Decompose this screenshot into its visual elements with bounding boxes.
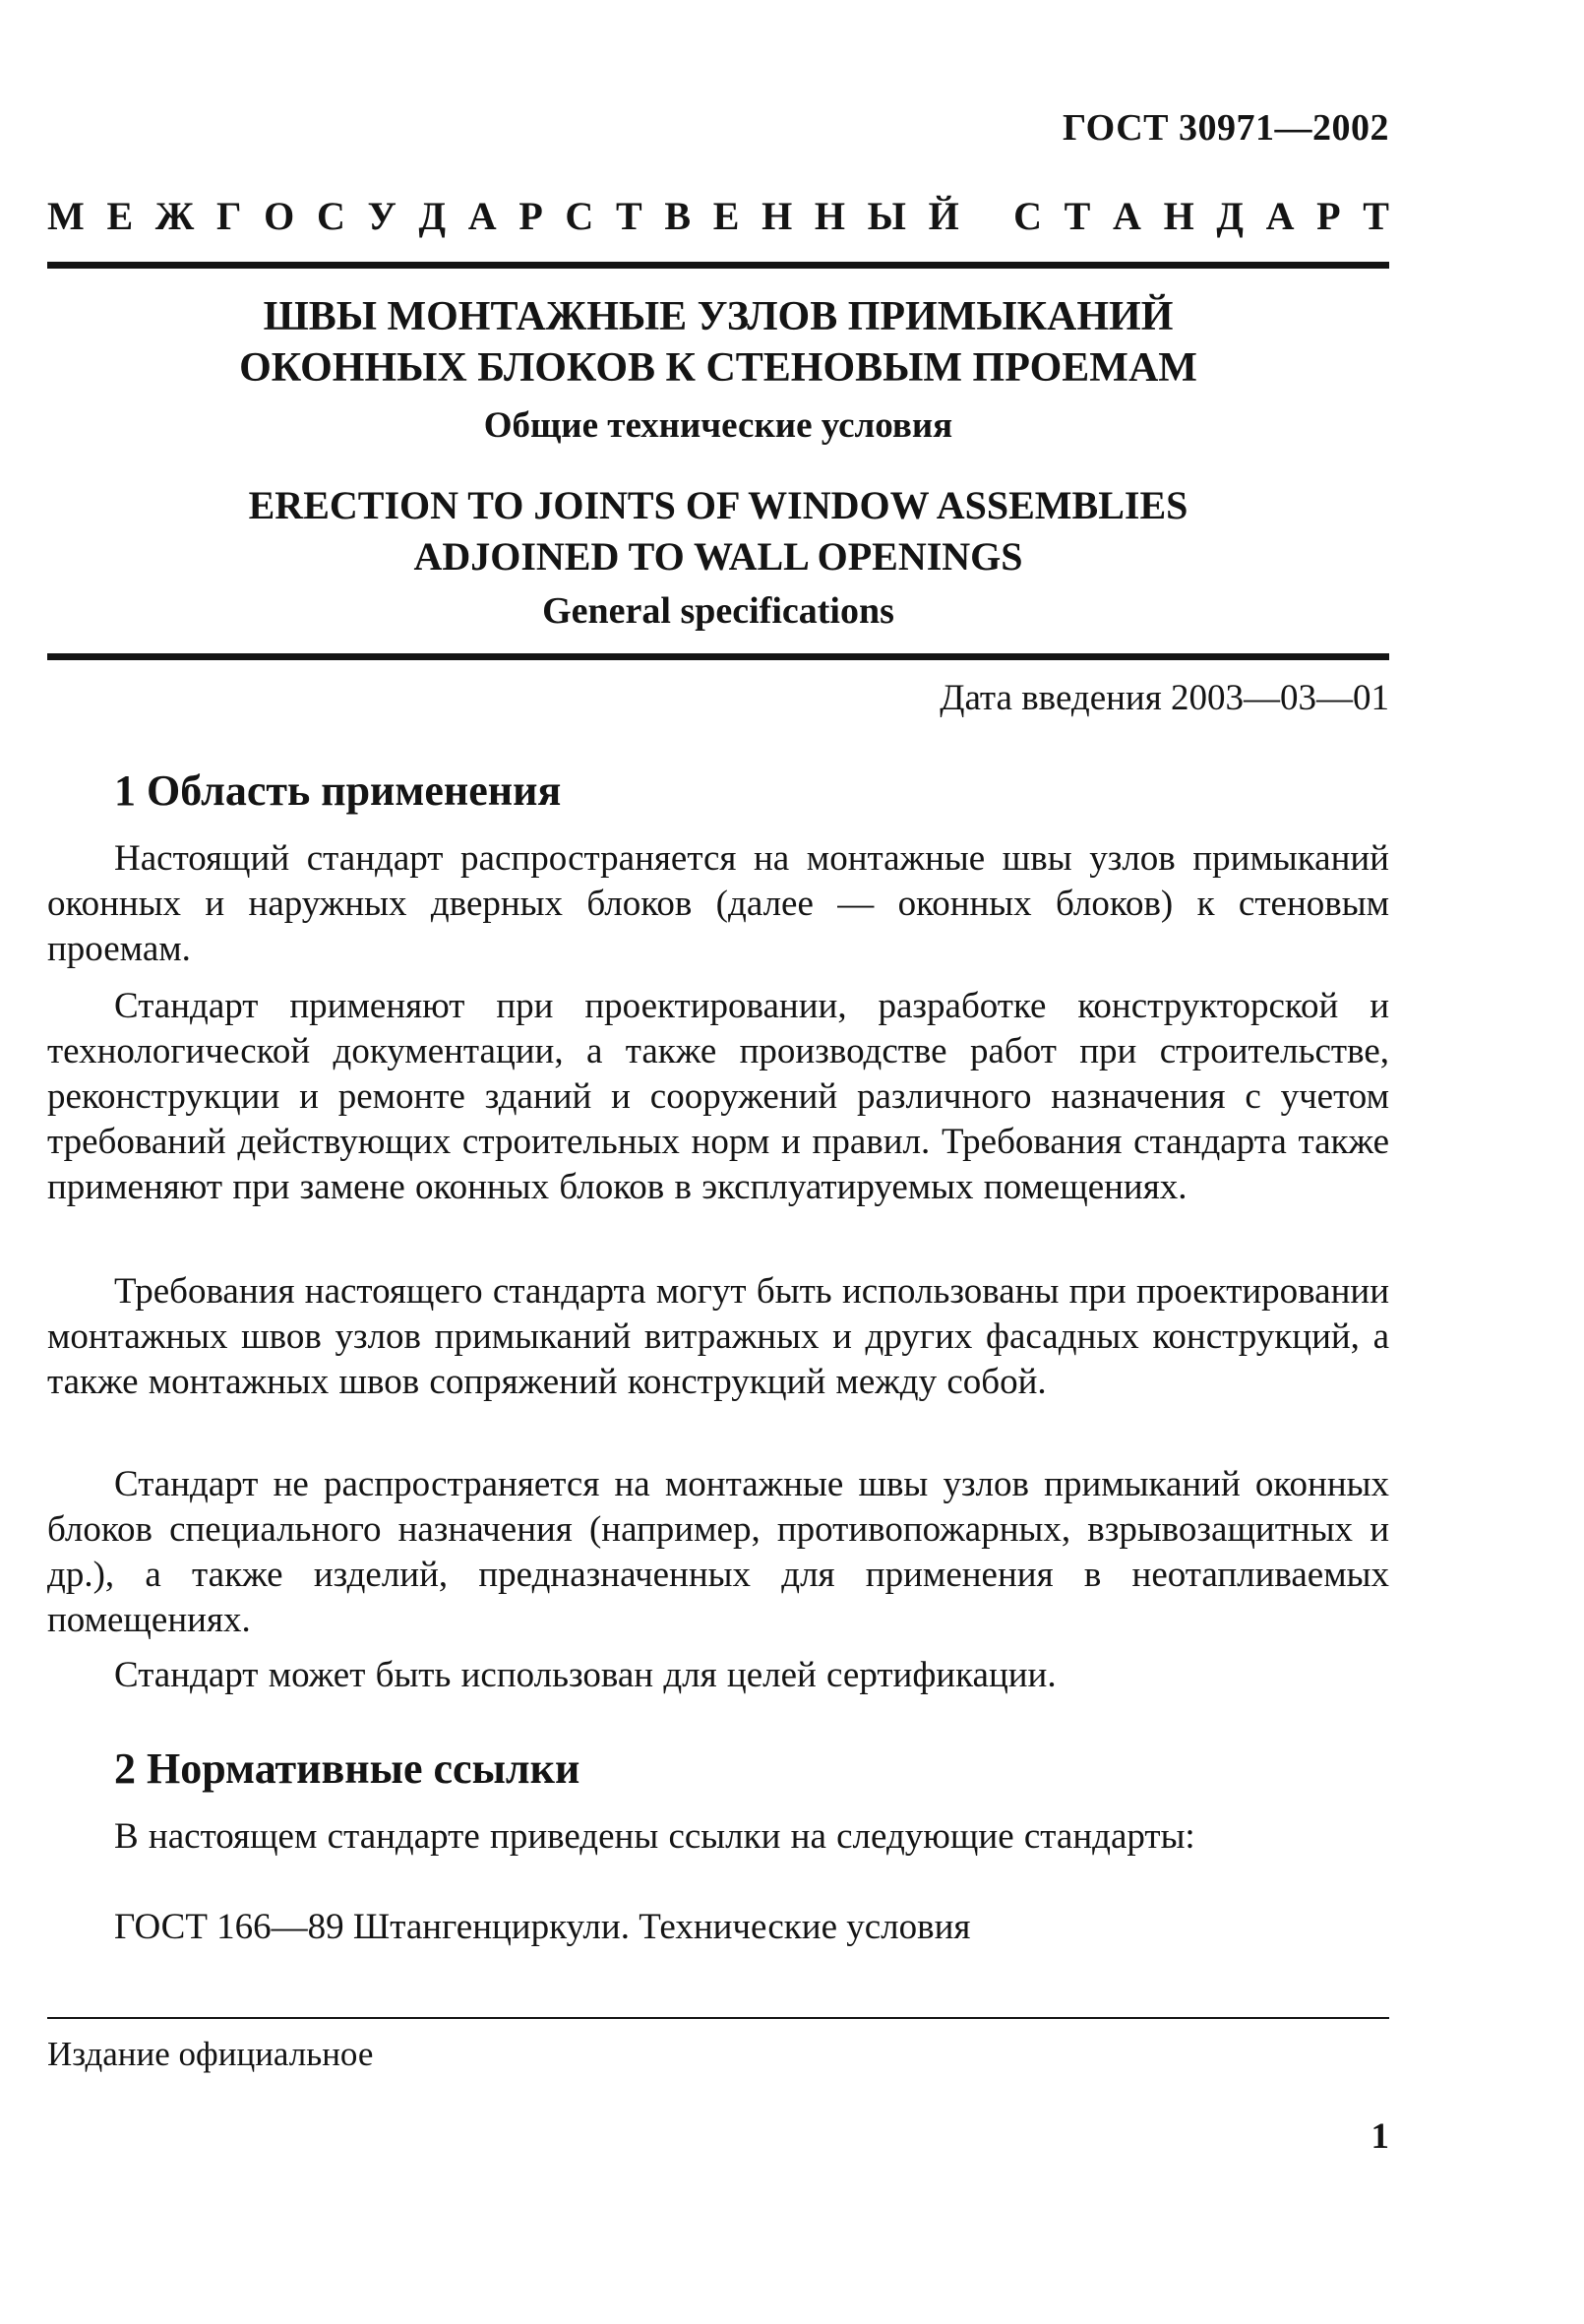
standard-type-letter: А bbox=[1265, 194, 1295, 238]
section-2-heading: 2 Нормативные ссылки bbox=[114, 1744, 580, 1793]
title-ru-line-1: ШВЫ МОНТАЖНЫЕ УЗЛОВ ПРИМЫКАНИЙ bbox=[263, 294, 1174, 339]
section-2-intro: В настоящем стандарте приведены ссылки на следующие стандарты: bbox=[114, 1816, 1195, 1857]
standard-type-letter: Е bbox=[712, 194, 740, 238]
standard-type-letter: А bbox=[1113, 194, 1141, 238]
standard-type-letter: Р bbox=[1316, 194, 1341, 238]
edition-note: Издание официальное bbox=[47, 2035, 374, 2073]
section-1-paragraph: Требования настоящего стандарта могут быть использованы при проектировании монтажных швов узлов примыканий витражных и других фасадных конструкций, а также монтажных швов сопряжений конструкций между собой. bbox=[47, 1271, 1389, 1402]
standard-type-letter: Д bbox=[1216, 194, 1244, 238]
section-1-paragraph: Настоящий стандарт распространяется на монтажные швы узлов примыканий оконных и наружных дверных блоков (далее — оконных блоков) к стеновым проемам. bbox=[47, 838, 1389, 969]
standard-type-letter: В bbox=[664, 194, 692, 238]
standard-type-letter: С bbox=[316, 194, 345, 238]
standard-type-letter: Е bbox=[106, 194, 134, 238]
title-divider bbox=[47, 653, 1389, 660]
standard-type-letter: Г bbox=[216, 194, 242, 238]
standard-type-letter: Т bbox=[1064, 194, 1091, 238]
document-code: ГОСТ 30971—2002 bbox=[1062, 107, 1389, 149]
standard-type-letter: Н bbox=[814, 194, 845, 238]
standard-type-heading bbox=[47, 194, 1389, 238]
standard-type-letter: Й bbox=[928, 194, 959, 238]
standard-type-letter: Д bbox=[418, 194, 447, 238]
standard-type-letter: Н bbox=[762, 194, 793, 238]
page-number: 1 bbox=[1371, 2116, 1389, 2157]
standard-type-letter: Т bbox=[615, 194, 642, 238]
section-1-paragraph: Стандарт применяют при проектировании, разработке конструкторской и технологической документации, а также производстве работ при строительстве, реконструкции и ремонте зданий и сооружений различного назначения с учетом требований действующих строительных норм и правил. Требования стандарта также применяют при замене оконных блоков в эксплуатируемых помещениях. bbox=[47, 986, 1389, 1207]
standard-type-letter: Ж bbox=[154, 194, 195, 238]
title-ru-line-2: ОКОННЫХ БЛОКОВ К СТЕНОВЫМ ПРОЕМАМ bbox=[239, 345, 1197, 391]
intro-date: Дата введения 2003—03—01 bbox=[940, 678, 1389, 718]
reference-item: ГОСТ 166—89 Штангенциркули. Технические условия bbox=[114, 1907, 971, 1947]
standard-type-letter: Н bbox=[1163, 194, 1194, 238]
section-1-heading: 1 Область применения bbox=[114, 766, 562, 815]
title-en-line-1: ERECTION TO JOINTS OF WINDOW ASSEMBLIES bbox=[248, 483, 1188, 527]
standard-type-space bbox=[981, 197, 991, 236]
subtitle-ru: Общие технические условия bbox=[483, 405, 953, 446]
standard-type-letter: А bbox=[467, 194, 497, 238]
standard-type-letter: Ы bbox=[867, 194, 906, 238]
standard-type-letter: О bbox=[264, 194, 295, 238]
document-page bbox=[47, 0, 1389, 2324]
standard-type-letter: С bbox=[565, 194, 594, 238]
standard-type-letter: М bbox=[47, 194, 85, 238]
title-en-line-2: ADJOINED TO WALL OPENINGS bbox=[413, 534, 1023, 579]
standard-type-letter: У bbox=[367, 194, 396, 238]
standard-type-letter: Т bbox=[1363, 194, 1389, 238]
title-en bbox=[47, 480, 1389, 582]
standard-type-letter: С bbox=[1013, 194, 1042, 238]
standard-type-letter: Р bbox=[518, 194, 543, 238]
section-1-paragraph: Стандарт может быть использован для целей сертификации. bbox=[114, 1655, 1057, 1695]
header-divider bbox=[47, 262, 1389, 269]
subtitle-en: General specifications bbox=[542, 590, 894, 632]
footer-divider bbox=[47, 2017, 1389, 2019]
title-ru bbox=[47, 291, 1389, 394]
section-1-paragraph: Стандарт не распространяется на монтажные швы узлов примыканий оконных блоков специального назначения (например, противопожарных, взрывозащитных и др.), а также изделий, предназначенных для применения в неотапливаемых помещениях. bbox=[47, 1464, 1389, 1640]
